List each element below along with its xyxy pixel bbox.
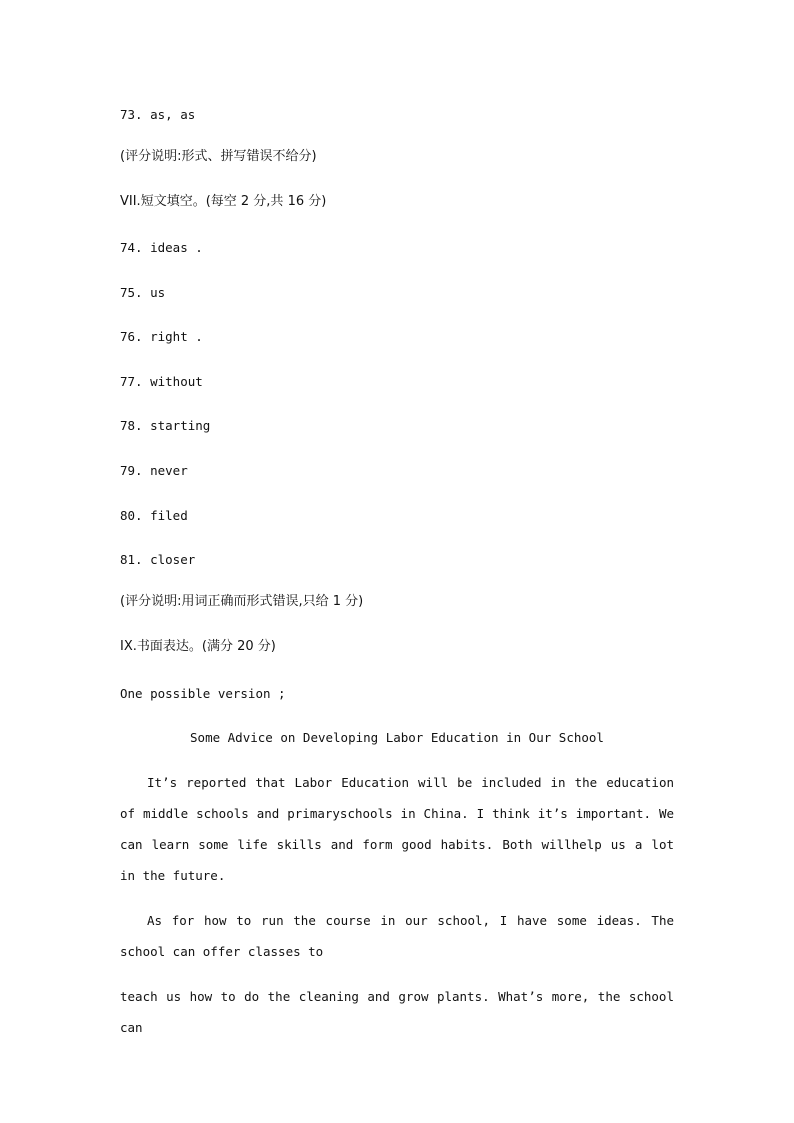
section-vii-heading: VII.短文填空。(每空 2 分,共 16 分): [120, 194, 327, 209]
section-ix-heading: IX.书面表达。(满分 20 分): [120, 639, 276, 654]
answer-75: 75. us: [120, 285, 166, 300]
essay-paragraph-1: It’s reported that Labor Education will be included in the education of middle schools and primaryschools in China. I think it’s important. We can learn some life skills and form good habits. Both willhelp us a lot in the future.: [120, 775, 674, 883]
version-label: One possible version ;: [120, 686, 286, 701]
answer-74: 74. ideas .: [120, 240, 203, 255]
essay-title: Some Advice on Developing Labor Education in Our School: [190, 730, 604, 745]
answer-79: 79. never: [120, 463, 188, 478]
scoring-note-2: (评分说明:用词正确而形式错误,只给 1 分): [120, 594, 364, 609]
answer-80: 80. filed: [120, 508, 188, 523]
answer-77: 77. without: [120, 374, 203, 389]
scoring-note-1: (评分说明:形式、拼写错误不给分): [120, 149, 317, 164]
answer-81: 81. closer: [120, 552, 196, 567]
answer-76: 76. right .: [120, 329, 203, 344]
essay-paragraph-2: As for how to run the course in our school, I have some ideas. The school can offer classes to: [120, 913, 674, 959]
answer-73: 73. as, as: [120, 107, 196, 122]
essay-paragraph-3: teach us how to do the cleaning and grow plants. What’s more, the school can: [120, 989, 674, 1035]
answer-78: 78. starting: [120, 418, 211, 433]
